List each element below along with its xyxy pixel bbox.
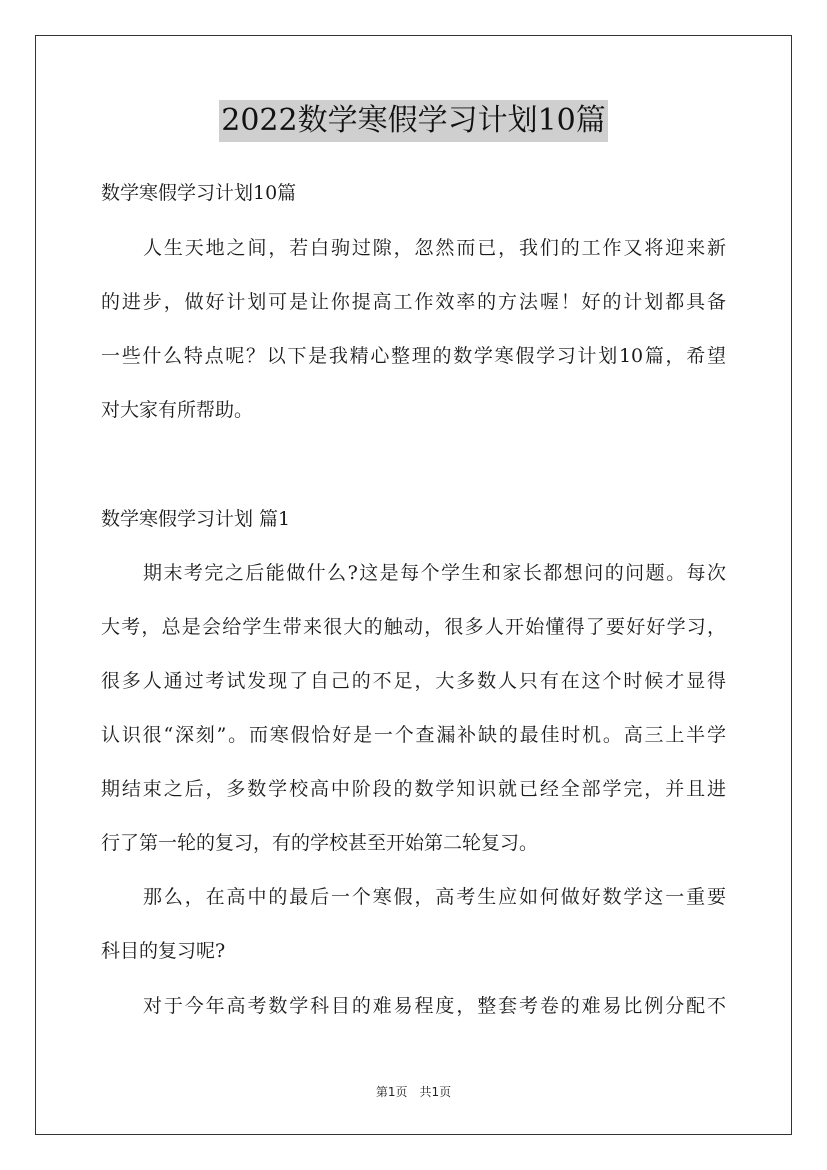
intro-line-1: 人生天地之间，若白驹过隙，忽然而已，我们的工作又将迎来新	[143, 237, 726, 259]
page-total: 共1页	[419, 1085, 452, 1099]
intro-line-4: 对大家有所帮助。	[101, 399, 254, 421]
intro-line-2: 的进步，做好计划可是让你提高工作效率的方法喔！好的计划都具备	[101, 291, 726, 313]
section-line-6: 行了第一轮的复习，有的学校甚至开始第二轮复习。	[101, 832, 539, 854]
intro-line-3: 一些什么特点呢？以下是我精心整理的数学寒假学习计划10篇，希望	[101, 345, 726, 367]
title-container	[0, 100, 827, 142]
page-footer	[0, 1084, 827, 1100]
section-line-2: 大考，总是会给学生带来很大的触动，很多人开始懂得了要好好学习，	[101, 616, 726, 638]
section-line-4: 认识很“深刻”。而寒假恰好是一个查漏补缺的最佳时机。高三上半学	[101, 724, 726, 746]
section-line-9: 对于今年高考数学科目的难易程度，整套考卷的难易比例分配不	[143, 995, 726, 1017]
section-line-3: 很多人通过考试发现了自己的不足，大多数人只有在这个时候才显得	[101, 670, 726, 692]
section-heading: 数学寒假学习计划 篇1	[101, 508, 291, 530]
section-line-1: 期末考完之后能做什么?这是每个学生和家长都想问的问题。每次	[143, 562, 726, 584]
section-line-7: 那么，在高中的最后一个寒假，高考生应如何做好数学这一重要	[143, 886, 726, 908]
section-line-8: 科目的复习呢?	[101, 940, 226, 962]
document-title: 2022数学寒假学习计划10篇	[219, 100, 608, 142]
document-subtitle: 数学寒假学习计划10篇	[101, 182, 297, 204]
section-line-5: 期结束之后，多数学校高中阶段的数学知识就已经全部学完，并且进	[101, 778, 726, 800]
page-number: 第1页	[375, 1085, 408, 1099]
